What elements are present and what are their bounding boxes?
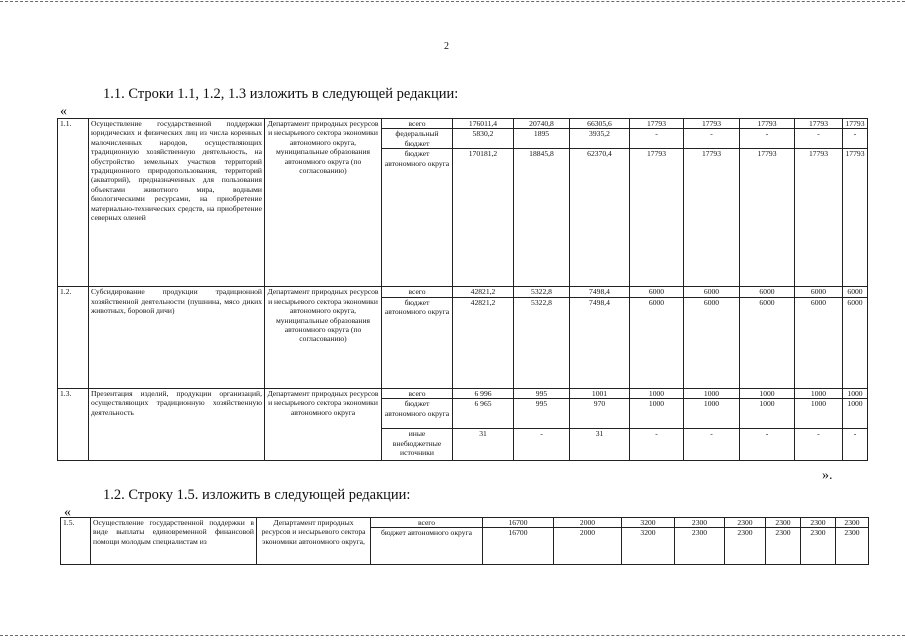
table-row <box>58 287 868 297</box>
amount-cell: 17793 <box>795 149 843 287</box>
amount-cell: 5830,2 <box>453 129 514 149</box>
amount-cell: - <box>795 129 843 149</box>
amount-cell: 6000 <box>795 297 843 388</box>
amount-cell: 2300 <box>801 518 836 528</box>
amount-cell: 1895 <box>514 129 570 149</box>
amount-cell: 18845,8 <box>514 149 570 287</box>
amount-cell: 17793 <box>740 119 795 129</box>
amount-cell: 17793 <box>843 119 868 129</box>
amount-cell: 2000 <box>554 528 622 565</box>
amount-cell: 6000 <box>740 297 795 388</box>
amount-cell: - <box>843 429 868 461</box>
amount-cell: 1000 <box>740 388 795 398</box>
amount-cell: 7498,4 <box>570 287 630 297</box>
funding-source: всего <box>382 287 453 297</box>
row-number: 1.2. <box>58 287 89 388</box>
amount-cell: 2300 <box>725 528 766 565</box>
measure-description: Осуществление государственной поддержки юридических и физических лиц из числа коренных малочисленных народов, осуществляющих традиционную хозяйственную деятельность, на обустройство земельных участков территорий традиционного природопользования, территорий (акваторий), предназначенных для пользования объектами животного мира, водными биологическими ресурсами, на приобретение материально-технических средств, на приобретение северных оленей <box>89 119 265 287</box>
section-heading-1: 1.1. Строки 1.1, 1.2, 1.3 изложить в следующей редакции: <box>103 86 459 102</box>
amount-cell: 42821,2 <box>453 287 514 297</box>
row-number: 1.1. <box>58 119 89 287</box>
amount-cell: 6000 <box>684 287 740 297</box>
scan-bottom-edge <box>0 635 905 636</box>
amount-cell: - <box>740 129 795 149</box>
amount-cell: 2300 <box>675 518 725 528</box>
amount-cell: 6 965 <box>453 399 514 429</box>
amount-cell: 7498,4 <box>570 297 630 388</box>
amount-cell: - <box>684 429 740 461</box>
amount-cell: 20740,8 <box>514 119 570 129</box>
amount-cell: 2000 <box>554 518 622 528</box>
program-table-1 <box>57 118 868 461</box>
amount-cell: 170181,2 <box>453 149 514 287</box>
amount-cell: 17793 <box>795 119 843 129</box>
amount-cell: 2300 <box>836 518 869 528</box>
amount-cell: 17793 <box>684 119 740 129</box>
table-row <box>58 119 868 129</box>
amount-cell: 5322,8 <box>514 287 570 297</box>
amount-cell: 62370,4 <box>570 149 630 287</box>
table-row <box>58 388 868 398</box>
amount-cell: 2300 <box>766 528 801 565</box>
amount-cell: 6000 <box>630 287 684 297</box>
funding-source: федеральный бюджет <box>382 129 453 149</box>
amount-cell: 6000 <box>740 287 795 297</box>
amount-cell: 6000 <box>684 297 740 388</box>
measure-description: Презентация изделий, продукции организаций, осуществляющих традиционную хозяйственную деятельность <box>89 388 265 460</box>
amount-cell: - <box>843 129 868 149</box>
funding-source: всего <box>382 119 453 129</box>
amount-cell: 17793 <box>740 149 795 287</box>
funding-source: всего <box>371 518 483 528</box>
funding-source: иные внебюджетные источники <box>382 429 453 461</box>
amount-cell: - <box>630 429 684 461</box>
open-quote-2: « <box>64 505 71 520</box>
open-quote-1: « <box>60 104 67 119</box>
amount-cell: 3200 <box>622 528 675 565</box>
amount-cell: 1000 <box>630 399 684 429</box>
amount-cell: - <box>514 429 570 461</box>
amount-cell: 5322,8 <box>514 297 570 388</box>
amount-cell: - <box>684 129 740 149</box>
amount-cell: 176011,4 <box>453 119 514 129</box>
scan-top-edge <box>0 1 905 2</box>
amount-cell: 6000 <box>843 297 868 388</box>
amount-cell: 1000 <box>843 388 868 398</box>
amount-cell: 2300 <box>675 528 725 565</box>
amount-cell: 2300 <box>725 518 766 528</box>
amount-cell: 1000 <box>684 388 740 398</box>
row-number: 1.5. <box>61 518 91 565</box>
responsible-executor: Департамент природных ресурсов и несырьевого сектора экономики автономного округа, муниципальные образования автономного округа (по согласованию) <box>265 287 382 388</box>
amount-cell: 17793 <box>684 149 740 287</box>
amount-cell: - <box>740 429 795 461</box>
funding-source: бюджет автономного округа <box>382 399 453 429</box>
funding-source: бюджет автономного округа <box>382 149 453 287</box>
amount-cell: 970 <box>570 399 630 429</box>
amount-cell: 2300 <box>766 518 801 528</box>
responsible-executor: Департамент природных ресурсов и несырьевого сектора экономики автономного округа <box>265 388 382 460</box>
page-number: 2 <box>444 41 449 52</box>
amount-cell: 1000 <box>795 399 843 429</box>
funding-source: всего <box>382 388 453 398</box>
amount-cell: 3935,2 <box>570 129 630 149</box>
funding-source: бюджет автономного округа <box>371 528 483 565</box>
funding-source: бюджет автономного округа <box>382 297 453 388</box>
amount-cell: 1000 <box>843 399 868 429</box>
row-number: 1.3. <box>58 388 89 460</box>
amount-cell: 42821,2 <box>453 297 514 388</box>
amount-cell: 3200 <box>622 518 675 528</box>
amount-cell: 2300 <box>836 528 869 565</box>
amount-cell: 1000 <box>795 388 843 398</box>
amount-cell: 6 996 <box>453 388 514 398</box>
amount-cell: 995 <box>514 399 570 429</box>
amount-cell: 16700 <box>483 528 554 565</box>
section-heading-2: 1.2. Строку 1.5. изложить в следующей редакции: <box>103 487 411 503</box>
amount-cell: 17793 <box>630 149 684 287</box>
measure-description: Осуществление государственной поддержки в виде выплаты единовременной финансовой помощи молодым специалистам из <box>91 518 257 565</box>
amount-cell: 995 <box>514 388 570 398</box>
responsible-executor: Департамент природных ресурсов и несырьевого сектора экономики автономного округа, муниципальные образования автономного округа (по согласованию) <box>265 119 382 287</box>
responsible-executor: Департамент природных ресурсов и несырьевого сектора экономики автономного округа, <box>257 518 371 565</box>
table-row <box>61 518 869 528</box>
amount-cell: 6000 <box>795 287 843 297</box>
amount-cell: - <box>795 429 843 461</box>
amount-cell: 1000 <box>684 399 740 429</box>
amount-cell: 1000 <box>630 388 684 398</box>
program-table-2 <box>60 517 869 565</box>
amount-cell: - <box>630 129 684 149</box>
amount-cell: 31 <box>453 429 514 461</box>
amount-cell: 17793 <box>843 149 868 287</box>
amount-cell: 1001 <box>570 388 630 398</box>
measure-description: Субсидирование продукции традиционной хозяйственной деятельности (пушнина, мясо диких животных, боровой дичи) <box>89 287 265 388</box>
amount-cell: 16700 <box>483 518 554 528</box>
amount-cell: 6000 <box>630 297 684 388</box>
amount-cell: 17793 <box>630 119 684 129</box>
amount-cell: 31 <box>570 429 630 461</box>
amount-cell: 66305,6 <box>570 119 630 129</box>
close-quote-1: ». <box>822 468 833 483</box>
amount-cell: 1000 <box>740 399 795 429</box>
amount-cell: 6000 <box>843 287 868 297</box>
amount-cell: 2300 <box>801 528 836 565</box>
